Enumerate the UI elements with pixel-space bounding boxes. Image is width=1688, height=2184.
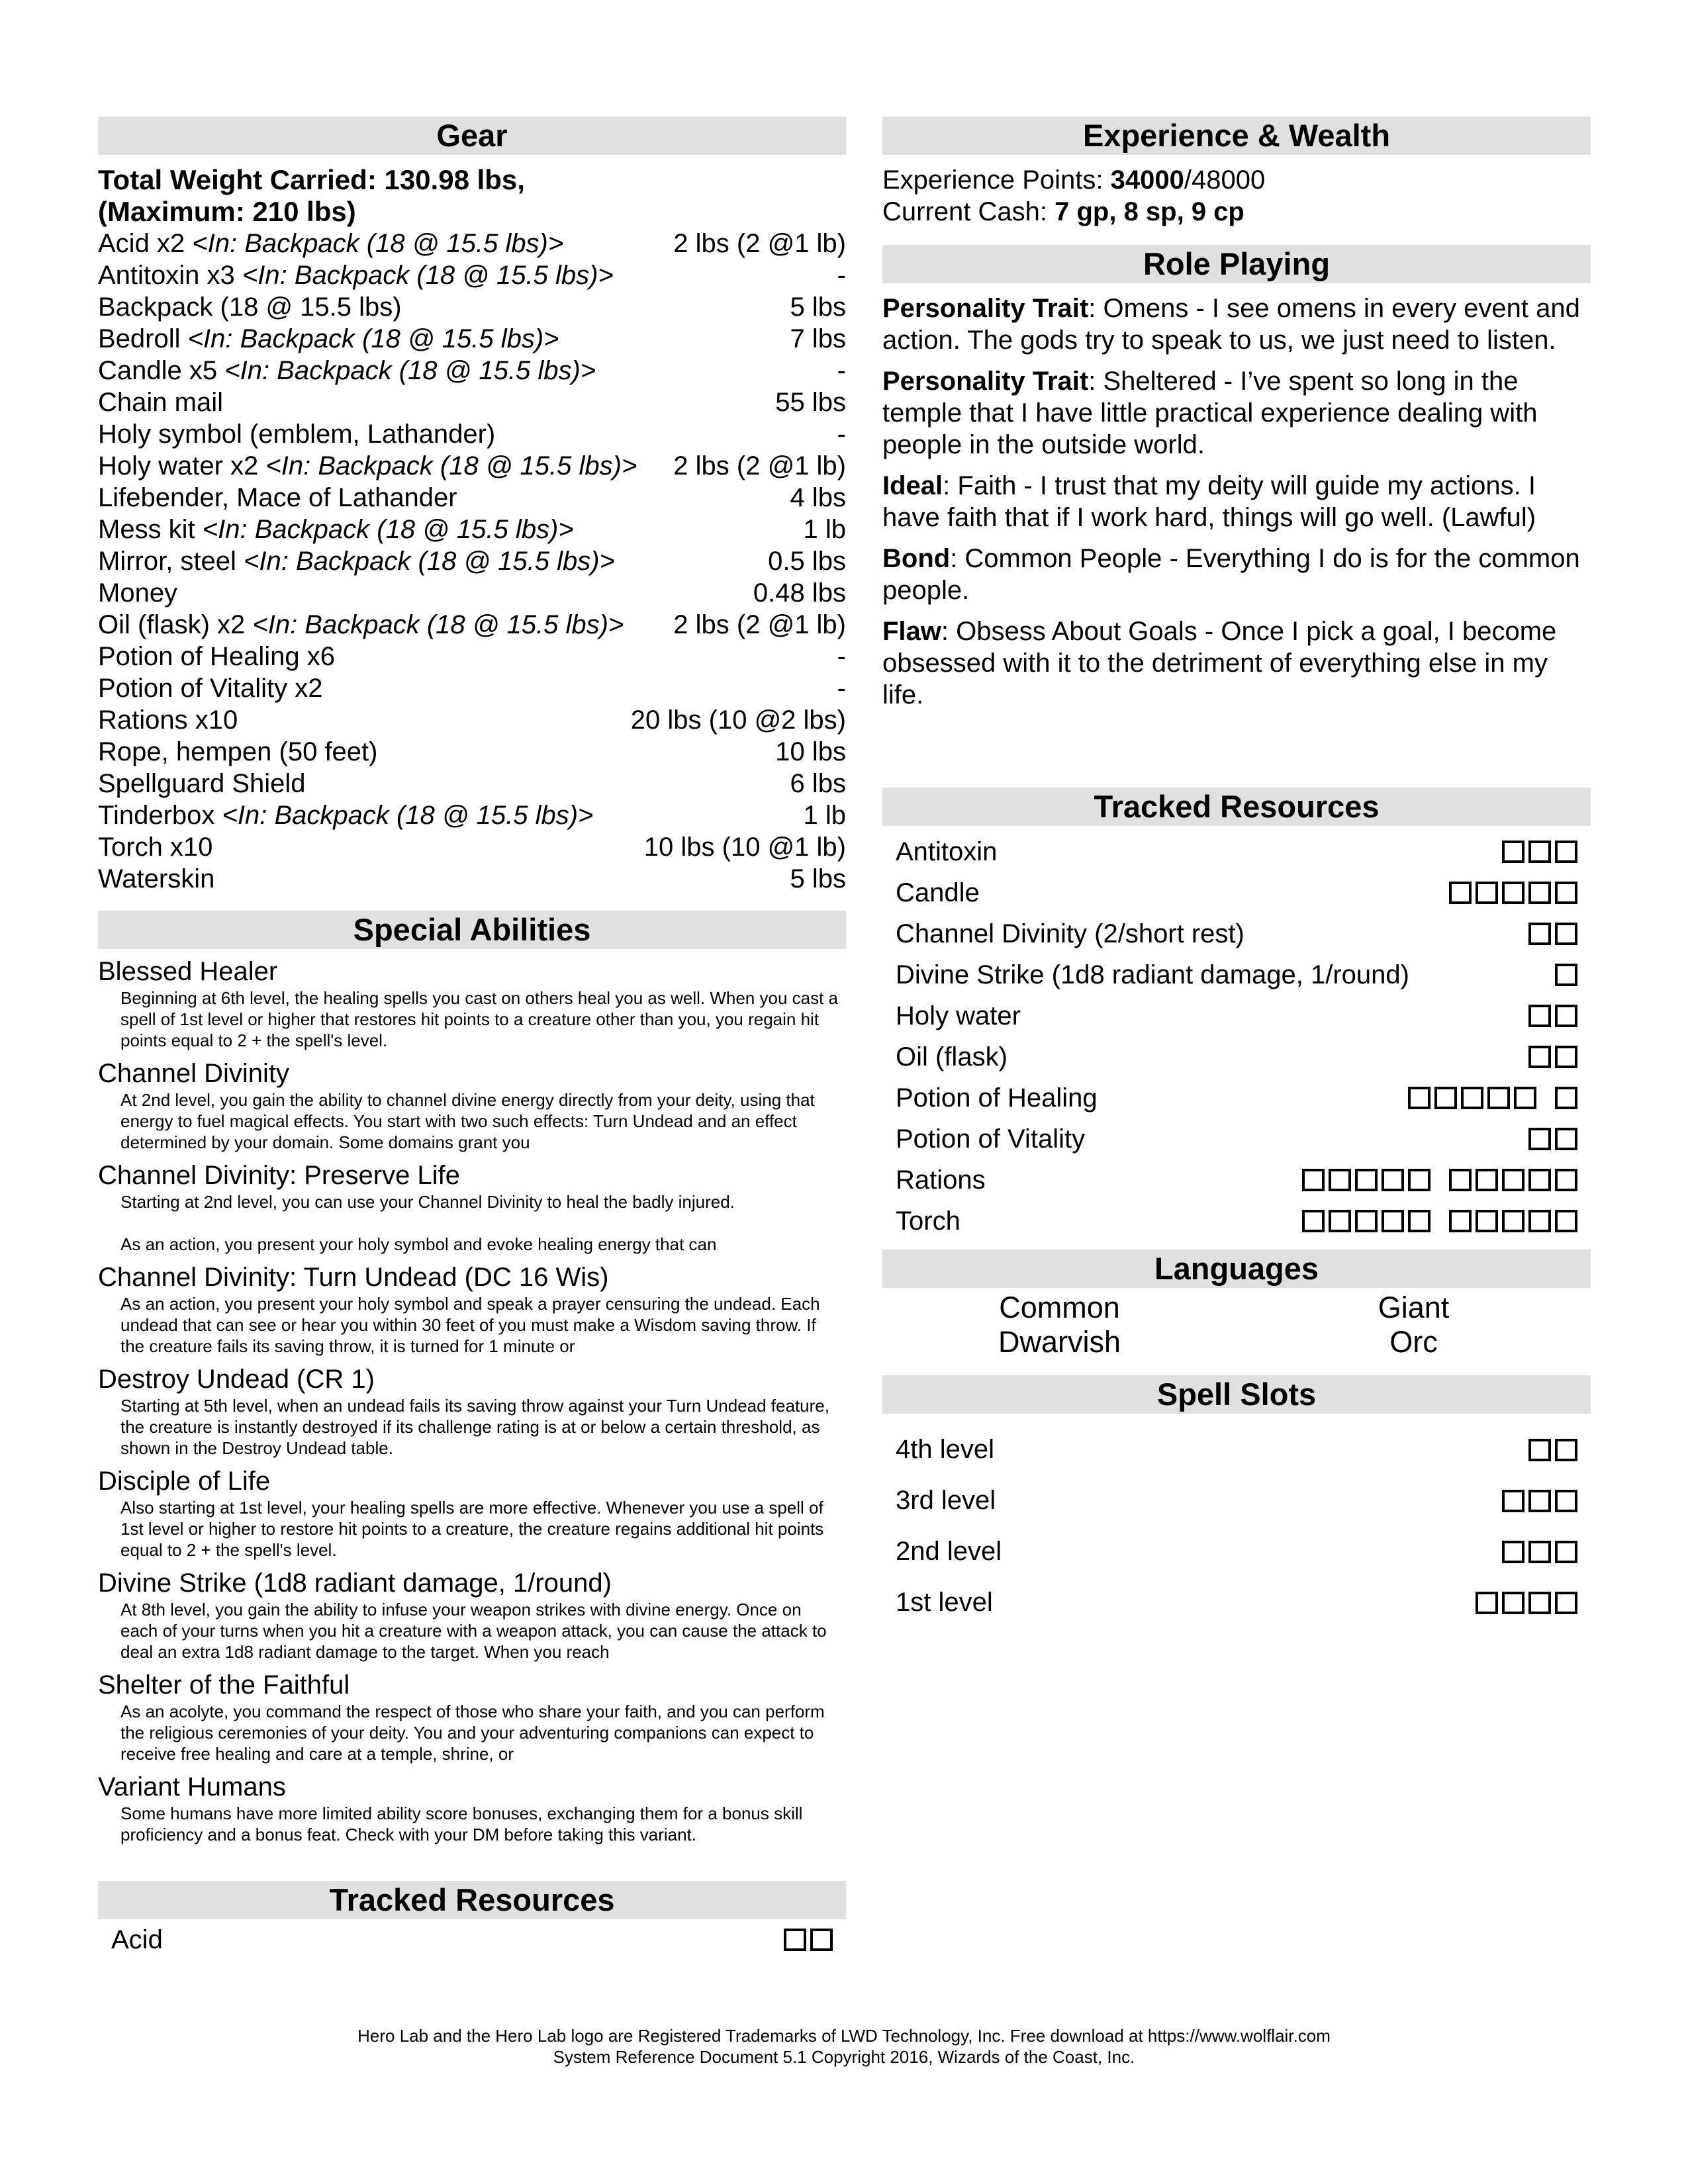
tracking-checkbox[interactable] [1476,1169,1498,1191]
gear-item [98,831,846,863]
gear-header: Gear [98,116,846,155]
tracking-checkbox[interactable] [1502,1592,1524,1614]
ability-name: Channel Divinity: Turn Undead (DC 16 Wis) [98,1263,609,1292]
gear-item-name: Rope, hempen (50 feet) [98,737,378,766]
ability-description: As an acolyte, you command the respect of those who share your faith, and you can perform the religious ceremonies of your deity. You and your adventuring companions can expect to receive free healing and care at a temple, shrine, or [120,1702,825,1764]
gear-item [98,545,846,577]
ability-entry [98,1058,846,1153]
tracking-checkbox[interactable] [1555,1046,1577,1068]
ability-name: Channel Divinity: Preserve Life [98,1161,460,1190]
tracking-checkbox[interactable] [1502,1169,1524,1191]
tracking-checkbox[interactable] [1528,1005,1551,1027]
gear-item-weight: 4 lbs [790,483,846,512]
tracking-checkbox[interactable] [1502,882,1524,904]
gear-item-name: Backpack (18 @ 15.5 lbs) [98,293,402,322]
role-playing-text: : Obsess About Goals - Once I pick a goal, I become obsessed with it to the detriment of everything else in my life. [882,617,1557,709]
gear-item-name: Mirror, steel <In: Backpack (18 @ 15.5 lbs)> [98,547,615,576]
tracking-checkbox[interactable] [1555,1128,1577,1150]
checkbox-group [1298,1169,1577,1191]
tracking-checkbox[interactable] [1355,1169,1378,1191]
gear-list [98,228,846,895]
tracked-resource-row [882,995,1591,1036]
gear-item-location: <In: Backpack (18 @ 15.5 lbs)> [202,515,574,544]
role-playing-label: Personality Trait [882,367,1089,396]
tracked-resource-name: Channel Divinity (2/short rest) [896,919,1244,948]
ability-entry [98,1465,846,1561]
ability-description: Also starting at 1st level, your healing spells are more effective. Whenever you use a spell of 1st level or higher to restore hit points to a creature, the creature regains additional hit points equal to 2 + the spell's level. [120,1498,824,1560]
gear-item-name: Spellguard Shield [98,769,306,798]
tracked-resource-name: Holy water [896,1001,1021,1030]
tracked-resource-row [882,1036,1591,1077]
tracking-checkbox[interactable] [1555,1439,1577,1461]
gear-item-weight: 5 lbs [790,293,846,322]
experience-points: Experience Points: 34000/48000 [882,165,1266,195]
language-item: Giant [1378,1291,1450,1324]
spell-slot-row [882,1526,1591,1577]
gear-total-weight [98,164,846,228]
gear-item [98,323,846,355]
gear-item-weight: 2 lbs (2 @1 lb) [673,610,846,639]
spell-slot-level: 2nd level [896,1537,1002,1566]
language-item: Orc [1389,1325,1438,1359]
gear-item [98,228,846,259]
footer-trademark: Hero Lab and the Hero Lab logo are Registered Trademarks of LWD Technology, Inc. Free download at https://www.wolflair.com [357,2026,1331,2046]
tracking-checkbox[interactable] [1555,1005,1577,1027]
tracking-checkbox[interactable] [1528,1439,1551,1461]
gear-item-weight: 20 lbs (10 @2 lbs) [630,705,846,735]
tracking-checkbox[interactable] [1461,1087,1483,1109]
left-column [98,116,846,1960]
checkbox-group [1445,882,1577,904]
gear-item-name: Lifebender, Mace of Lathander [98,483,457,512]
tracking-checkbox[interactable] [1555,1210,1577,1232]
gear-item-name: Antitoxin x3 <In: Backpack (18 @ 15.5 lbs)> [98,261,614,290]
role-playing-header: Role Playing [882,245,1591,283]
spell-slot-level: 4th level [896,1435,994,1464]
role-playing-text: : Common People - Everything I do is for the common people. [882,544,1580,605]
gear-item-location: <In: Backpack (18 @ 15.5 lbs)> [187,324,559,353]
role-playing-entry [882,615,1591,711]
gear-item [98,641,846,672]
gear-item [98,736,846,768]
gear-item [98,418,846,450]
tracking-checkbox[interactable] [1355,1210,1378,1232]
role-playing-label: Personality Trait [882,294,1089,323]
ability-entry [98,1261,846,1357]
gear-item-location: <In: Backpack (18 @ 15.5 lbs)> [252,610,624,639]
tracking-checkbox[interactable] [1449,882,1472,904]
gear-item-location: <In: Backpack (18 @ 15.5 lbs)> [222,801,594,830]
spell-slots-list [882,1424,1591,1628]
tracking-checkbox[interactable] [1555,1541,1577,1563]
checkbox-group [1298,1210,1577,1232]
tracked-resource-row [882,1118,1591,1160]
role-playing-label: Bond [882,544,951,573]
tracking-checkbox[interactable] [1528,1169,1551,1191]
gear-item-name: Acid x2 <In: Backpack (18 @ 15.5 lbs)> [98,229,564,258]
tracked-resources-right-header: Tracked Resources [882,788,1591,826]
tracked-resource-row [882,1201,1591,1242]
gear-item-weight: 0.5 lbs [768,547,846,576]
role-playing-label: Flaw [882,617,941,646]
tracking-checkbox[interactable] [1555,923,1577,945]
ability-entry [98,1160,846,1255]
tracking-checkbox[interactable] [810,1929,833,1951]
gear-item-weight: 10 lbs (10 @1 lb) [643,833,846,862]
language-item: Common [999,1291,1120,1324]
tracking-checkbox[interactable] [1528,841,1551,863]
tracking-checkbox[interactable] [1329,1210,1351,1232]
ability-description: At 8th level, you gain the ability to infuse your weapon strikes with divine energy. Once on each of your turns when you hit a creature with a weapon attack, you can cause the attack to deal an extra 1d8 radiant damage to the target. When you reach [120,1600,827,1662]
special-abilities-header: Special Abilities [98,911,846,949]
gear-item-name: Potion of Healing x6 [98,642,336,671]
gear-item-name: Holy symbol (emblem, Lathander) [98,420,496,449]
gear-item-location: <In: Backpack (18 @ 15.5 lbs)> [265,451,637,480]
gear-item [98,863,846,895]
special-abilities-list [98,956,846,1866]
ability-entry [98,956,846,1051]
spell-slot-level: 3rd level [896,1486,996,1515]
checkbox-group [1524,923,1577,945]
tracking-checkbox[interactable] [1555,1087,1577,1109]
spell-slot-row [882,1577,1591,1628]
gear-item-location: <In: Backpack (18 @ 15.5 lbs)> [224,356,596,385]
gear-item-location: <In: Backpack (18 @ 15.5 lbs)> [242,261,614,290]
checkbox-group [1498,1541,1577,1563]
gear-item-weight: 6 lbs [790,769,846,798]
gear-item-weight: 10 lbs [775,737,846,766]
languages-list [882,1291,1591,1359]
tracking-checkbox[interactable] [1382,1169,1404,1191]
gear-item-weight: 1 lb [803,515,846,544]
checkbox-group [1551,964,1577,986]
language-item: Dwarvish [998,1325,1121,1359]
gear-item-location: <In: Backpack (18 @ 15.5 lbs)> [244,547,615,576]
tracking-checkbox[interactable] [1382,1210,1404,1232]
checkbox-group [1524,1005,1577,1027]
gear-item [98,799,846,831]
tracking-checkbox[interactable] [1502,841,1524,863]
tracking-checkbox[interactable] [1449,1169,1472,1191]
tracking-checkbox[interactable] [1329,1169,1351,1191]
gear-item-weight: 5 lbs [790,864,846,893]
gear-item-weight: 0.48 lbs [753,578,846,608]
tracked-resource-name: Candle [896,878,980,907]
footer [0,2025,1688,2068]
checkbox-group [1498,1490,1577,1512]
tracking-checkbox[interactable] [1528,1592,1551,1614]
ability-description: Beginning at 6th level, the healing spells you cast on others heal you as well. When you cast a spell of 1st level or higher that restores hit points to a creature other than you, you regain hit points equal to 2 + the spell's level. [120,988,838,1050]
gear-item-name: Bedroll <In: Backpack (18 @ 15.5 lbs)> [98,324,559,353]
tracked-resource-row [98,1919,846,1960]
gear-item-name: Potion of Vitality x2 [98,674,323,703]
ability-description: At 2nd level, you gain the ability to channel divine energy directly from your deity, using that energy to fuel magical effects. You start with two such effects: Turn Undead and an effect determined by your domain. Some domains grant you [120,1090,815,1152]
checkbox-group [1524,1046,1577,1068]
tracking-checkbox[interactable] [1555,1169,1577,1191]
tracked-resource-name: Antitoxin [896,837,998,866]
ability-name: Channel Divinity [98,1059,290,1088]
tracked-resource-row [882,913,1591,954]
checkbox-group [1472,1592,1577,1614]
tracking-checkbox[interactable] [1528,882,1551,904]
gear-item [98,704,846,736]
gear-total-line1: Total Weight Carried: 130.98 lbs, [98,164,525,195]
checkbox-group [780,1929,833,1951]
gear-item-weight: 2 lbs (2 @1 lb) [673,229,846,258]
tracked-resource-row [882,872,1591,913]
gear-item-name: Holy water x2 <In: Backpack (18 @ 15.5 lbs)> [98,451,637,480]
tracked-resources-left-list [98,1919,846,1960]
gear-total-line2: (Maximum: 210 lbs) [98,196,356,227]
tracked-resource-name: Acid [111,1925,163,1954]
gear-item [98,482,846,514]
tracked-resource-name: Torch [896,1206,961,1236]
gear-item [98,577,846,609]
tracking-checkbox[interactable] [1502,1541,1524,1563]
role-playing-entry [882,543,1591,606]
ability-name: Divine Strike (1d8 radiant damage, 1/round) [98,1569,612,1598]
ability-entry [98,1363,846,1459]
role-playing-entry [882,365,1591,461]
role-playing-text: : Faith - I trust that my deity will guide my actions. I have faith that if I work hard, things will go well. (Lawful) [882,471,1536,532]
checkbox-group [1404,1087,1577,1109]
tracking-checkbox[interactable] [1302,1210,1325,1232]
gear-item [98,609,846,641]
experience-block [882,164,1591,228]
checkbox-group [1524,1439,1577,1461]
ability-description: Some humans have more limited ability score bonuses, exchanging them for a bonus skill proficiency and a bonus feat. Check with your DM before taking this variant. [120,1803,803,1844]
tracking-checkbox[interactable] [1476,882,1498,904]
tracking-checkbox[interactable] [1476,1210,1498,1232]
gear-item-name: Torch x10 [98,833,213,862]
gear-item-weight: - [837,420,846,449]
gear-item-name: Mess kit <In: Backpack (18 @ 15.5 lbs)> [98,515,574,544]
role-playing-label: Ideal [882,471,943,500]
role-playing-entry [882,293,1591,356]
tracked-resources-left-header: Tracked Resources [98,1881,846,1919]
tracking-checkbox[interactable] [1528,1490,1551,1512]
ability-name: Disciple of Life [98,1467,271,1496]
gear-item [98,355,846,387]
experience-wealth-header: Experience & Wealth [882,116,1591,155]
ability-entry [98,1771,846,1866]
tracked-resource-row [882,831,1591,872]
ability-name: Blessed Healer [98,957,278,986]
ability-description: As an action, you present your holy symbol and speak a prayer censuring the undead. Each undead that can see or hear you within 30 feet of you must make a Wisdom saving throw. If the creature fails its saving throw, it is turned for 1 minute or [120,1294,820,1356]
tracking-checkbox[interactable] [1555,964,1577,986]
tracking-checkbox[interactable] [1449,1210,1472,1232]
current-cash: Current Cash: 7 gp, 8 sp, 9 cp [882,197,1244,226]
tracking-checkbox[interactable] [1528,1210,1551,1232]
gear-item-name: Oil (flask) x2 <In: Backpack (18 @ 15.5 lbs)> [98,610,624,639]
spell-slot-row [882,1475,1591,1526]
gear-item-weight: - [837,674,846,703]
spell-slots-header: Spell Slots [882,1375,1591,1414]
tracking-checkbox[interactable] [1502,1490,1524,1512]
tracking-checkbox[interactable] [1555,1490,1577,1512]
gear-item-weight: 55 lbs [775,388,846,417]
tracking-checkbox[interactable] [1434,1087,1457,1109]
gear-item [98,450,846,482]
gear-item-name: Rations x10 [98,705,238,735]
footer-copyright: System Reference Document 5.1 Copyright 2016, Wizards of the Coast, Inc. [553,2047,1135,2067]
gear-item [98,259,846,291]
gear-item-weight: - [837,261,846,290]
gear-item-location: <In: Backpack (18 @ 15.5 lbs)> [192,229,564,258]
tracking-checkbox[interactable] [1408,1087,1430,1109]
tracking-checkbox[interactable] [1528,1541,1551,1563]
tracked-resource-row [882,954,1591,995]
tracking-checkbox[interactable] [1514,1087,1536,1109]
gear-item-name: Chain mail [98,388,223,417]
ability-entry [98,1669,846,1764]
tracking-checkbox[interactable] [784,1929,806,1951]
tracked-resource-name: Potion of Healing [896,1083,1098,1113]
gear-item-name: Waterskin [98,864,215,893]
gear-item-weight: 2 lbs (2 @1 lb) [673,451,846,480]
tracking-checkbox[interactable] [1502,1210,1524,1232]
checkbox-group [1498,841,1577,863]
tracked-resource-name: Rations [896,1165,986,1195]
tracking-checkbox[interactable] [1555,882,1577,904]
ability-description: Starting at 5th level, when an undead fails its saving throw against your Turn Undead feature, the creature is instantly destroyed if its challenge rating is at or below a certain threshold, as shown in the Destroy Undead table. [120,1396,829,1458]
tracked-resource-name: Divine Strike (1d8 radiant damage, 1/round) [896,960,1409,989]
ability-name: Destroy Undead (CR 1) [98,1365,375,1394]
gear-item [98,387,846,418]
checkbox-group [1524,1128,1577,1150]
spell-slot-row [882,1424,1591,1475]
tracking-checkbox[interactable] [1528,1046,1551,1068]
tracked-resource-name: Oil (flask) [896,1042,1008,1071]
gear-item-name: Money [98,578,178,608]
gear-item [98,514,846,545]
tracking-checkbox[interactable] [1555,841,1577,863]
gear-item [98,672,846,704]
tracked-resource-name: Potion of Vitality [896,1124,1086,1154]
gear-item-weight: 1 lb [803,801,846,830]
spell-slot-level: 1st level [896,1588,993,1617]
gear-item-weight: - [837,356,846,385]
tracking-checkbox[interactable] [1528,1128,1551,1150]
tracked-resources-right-list [882,831,1591,1242]
right-column [882,116,1591,1628]
role-playing-entry [882,470,1591,533]
tracked-resource-row [882,1077,1591,1118]
languages-header: Languages [882,1250,1591,1288]
tracking-checkbox[interactable] [1302,1169,1325,1191]
tracked-resource-row [882,1160,1591,1201]
tracking-checkbox[interactable] [1555,1592,1577,1614]
gear-item-weight: - [837,642,846,671]
ability-description: Starting at 2nd level, you can use your Channel Divinity to heal the badly injured. As an action, you present your holy symbol and evoke healing energy that can [120,1192,735,1254]
tracking-checkbox[interactable] [1528,923,1551,945]
role-playing-list [882,293,1591,788]
ability-name: Shelter of the Faithful [98,1670,350,1700]
tracking-checkbox[interactable] [1408,1169,1430,1191]
ability-name: Variant Humans [98,1772,286,1801]
gear-item-name: Candle x5 <In: Backpack (18 @ 15.5 lbs)> [98,356,596,385]
gear-item-name: Tinderbox <In: Backpack (18 @ 15.5 lbs)> [98,801,594,830]
gear-item [98,768,846,799]
gear-item [98,291,846,323]
role-playing-text: : Sheltered - I’ve spent so long in the temple that I have little practical experience dealing with people in the outside world. [882,367,1538,459]
role-playing-text: : Omens - I see omens in every event and action. The gods try to speak to us, we just need to listen. [882,294,1580,355]
tracking-checkbox[interactable] [1408,1210,1430,1232]
ability-entry [98,1567,846,1662]
tracking-checkbox[interactable] [1487,1087,1510,1109]
tracking-checkbox[interactable] [1476,1592,1498,1614]
gear-item-weight: 7 lbs [790,324,846,353]
